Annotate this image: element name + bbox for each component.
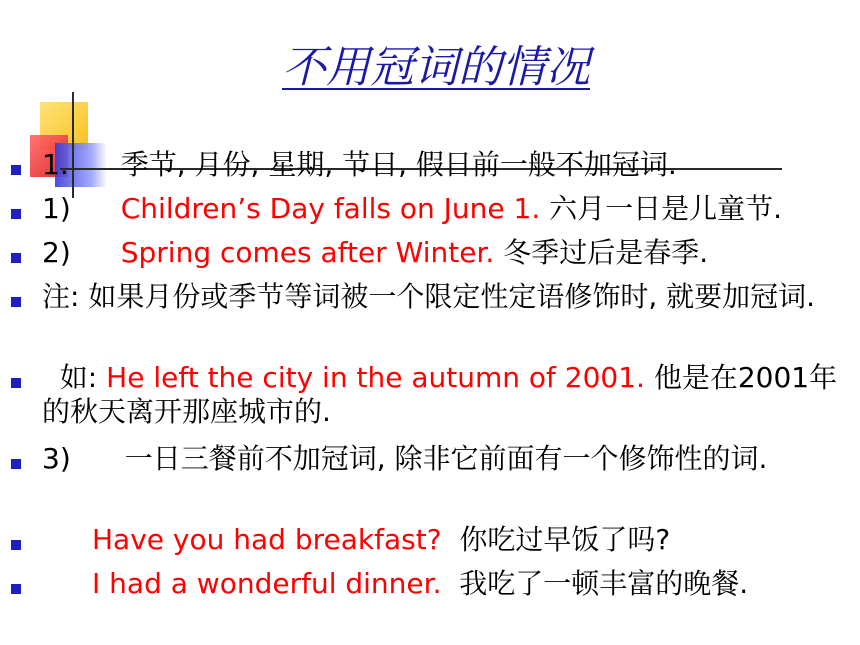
bullet-icon	[11, 378, 21, 388]
list-item	[42, 361, 854, 429]
item-number: 2)	[42, 236, 71, 269]
decor-vertical-line	[72, 92, 74, 198]
bullet-icon	[11, 540, 21, 550]
item-text: 你吃过早饭了吗?	[441, 523, 671, 556]
list-item	[42, 192, 854, 226]
item-text: 六月一日是儿童节.	[540, 192, 783, 225]
bullet-icon	[11, 253, 21, 263]
item-text: 我吃了一顿丰富的晚餐.	[441, 567, 749, 600]
list-item	[42, 148, 854, 182]
example-sentence: Spring comes after Winter.	[120, 236, 495, 269]
item-text: 他是在2001年的秋天离开那座城市的.	[42, 361, 838, 428]
item-number: 3)	[42, 442, 71, 475]
item-text: 冬季过后是春季.	[494, 236, 709, 269]
item-text: 季节, 月份, 星期, 节日, 假日前一般不加冠词.	[120, 148, 677, 181]
bullet-icon	[11, 459, 21, 469]
item-text: 注: 如果月份或季节等词被一个限定性定语修饰时, 就要加冠词.	[42, 280, 816, 313]
example-sentence: Children’s Day falls on June 1.	[120, 192, 541, 225]
list-item	[42, 442, 854, 476]
list-item	[42, 567, 854, 601]
item-prefix: 如:	[42, 361, 107, 394]
example-sentence: Have you had breakfast?	[92, 523, 442, 556]
list-item	[42, 236, 854, 270]
slide-title: 不用冠词的情况	[282, 42, 590, 93]
bullet-icon	[11, 165, 21, 175]
list-item	[42, 280, 854, 314]
bullet-icon	[11, 209, 21, 219]
bullet-icon	[11, 584, 21, 594]
list-item	[42, 523, 854, 557]
item-number: 1)	[42, 192, 71, 225]
example-sentence: I had a wonderful dinner.	[92, 567, 442, 600]
item-number: 1.	[42, 148, 69, 181]
item-text: 一日三餐前不加冠词, 除非它前面有一个修饰性的词.	[124, 442, 768, 475]
bullet-icon	[11, 297, 21, 307]
example-sentence: He left the city in the autumn of 2001.	[106, 361, 645, 394]
